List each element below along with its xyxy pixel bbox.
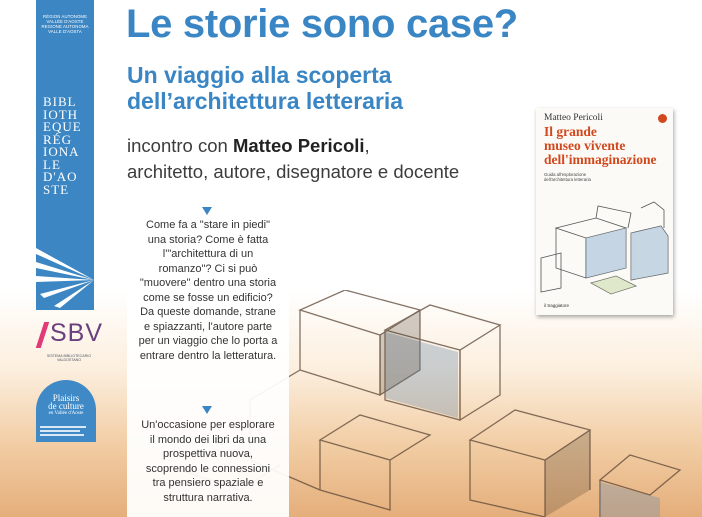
book-title-line: Il grande bbox=[544, 124, 597, 139]
arrow-down-icon bbox=[202, 406, 212, 414]
library-name-line: STE bbox=[43, 181, 70, 197]
speaker-roles: architetto, autore, disegnatore e docente bbox=[127, 161, 460, 182]
architectural-sketch bbox=[0, 290, 702, 517]
description-paragraph: Un'occasione per esplorare il mondo dei libri da una prospettiva nuova, scoprendo le connessioni tra pensiero spaziale e struttura narrativa. bbox=[141, 419, 275, 504]
region-line: VALLE D'AOSTA bbox=[48, 29, 82, 34]
library-name-line: EQUE bbox=[43, 119, 82, 134]
book-sketch bbox=[536, 188, 673, 298]
subtitle-line: dell’architettura letteraria bbox=[127, 88, 404, 114]
plaisirs-line: en Vallée d'Aoste bbox=[48, 411, 84, 416]
library-name-line: RÉG bbox=[43, 131, 72, 147]
publisher-logo-icon bbox=[658, 114, 667, 123]
library-name-line: D'AO bbox=[43, 169, 78, 184]
speaker-name: Matteo Pericoli bbox=[232, 135, 365, 156]
library-name-line: IONA bbox=[43, 144, 80, 159]
sunburst-icon bbox=[36, 240, 94, 310]
page-title: Le storie sono case? bbox=[126, 2, 518, 46]
region-line: REGIONE AUTONOMA bbox=[41, 24, 89, 29]
subtitle bbox=[127, 62, 403, 114]
library-name-line: IOTH bbox=[43, 106, 79, 122]
book-title bbox=[544, 125, 672, 167]
plaisirs-line: Plaisirs bbox=[52, 393, 80, 403]
book-subtitle-line: Guida all'esplorazione bbox=[544, 172, 587, 177]
book-subtitle-line: dell'architettura letteraria bbox=[544, 177, 591, 182]
sbv-logo-text: SBV bbox=[50, 319, 104, 347]
book-title-line: dell'immaginazione bbox=[544, 152, 657, 167]
region-line: RÉGION AUTONOME bbox=[42, 14, 88, 19]
region-line: VALLÉE D'AOSTE bbox=[46, 19, 84, 24]
meet-prefix: incontro con bbox=[127, 135, 228, 156]
book-publisher: il Saggiatore bbox=[544, 303, 570, 308]
arrow-down-icon bbox=[202, 207, 212, 215]
library-name-line: BIBL bbox=[43, 94, 77, 109]
description-paragraph: Come fa a "stare in piedi" una storia? Come è fatta l'"architettura di un romanzo"? Ci si può "muovere" dentro una storia come se fosse un edificio? Da queste domande, strane e spiazzanti, l'autore parte per un viaggio che lo porta a entrare dentro la letteratura. bbox=[138, 219, 278, 362]
plaisirs-line: de culture bbox=[48, 401, 84, 411]
meeting-info bbox=[127, 133, 459, 185]
book-cover bbox=[536, 108, 673, 315]
plaisirs-title bbox=[36, 394, 96, 418]
book-author: Matteo Pericoli bbox=[544, 113, 603, 123]
meet-suffix: , bbox=[364, 135, 370, 156]
sbv-logo bbox=[40, 319, 104, 352]
library-name bbox=[43, 96, 93, 196]
book-subtitle bbox=[544, 172, 591, 182]
plaisirs-small-print bbox=[40, 424, 92, 438]
sbv-caption: SISTEMA BIBLIOTECARIO VALDOSTANO bbox=[46, 354, 92, 362]
library-name-line: LE bbox=[43, 156, 61, 172]
region-label bbox=[36, 14, 94, 34]
subtitle-line: Un viaggio alla scoperta bbox=[127, 62, 392, 88]
book-title-line: museo vivente bbox=[544, 138, 626, 153]
